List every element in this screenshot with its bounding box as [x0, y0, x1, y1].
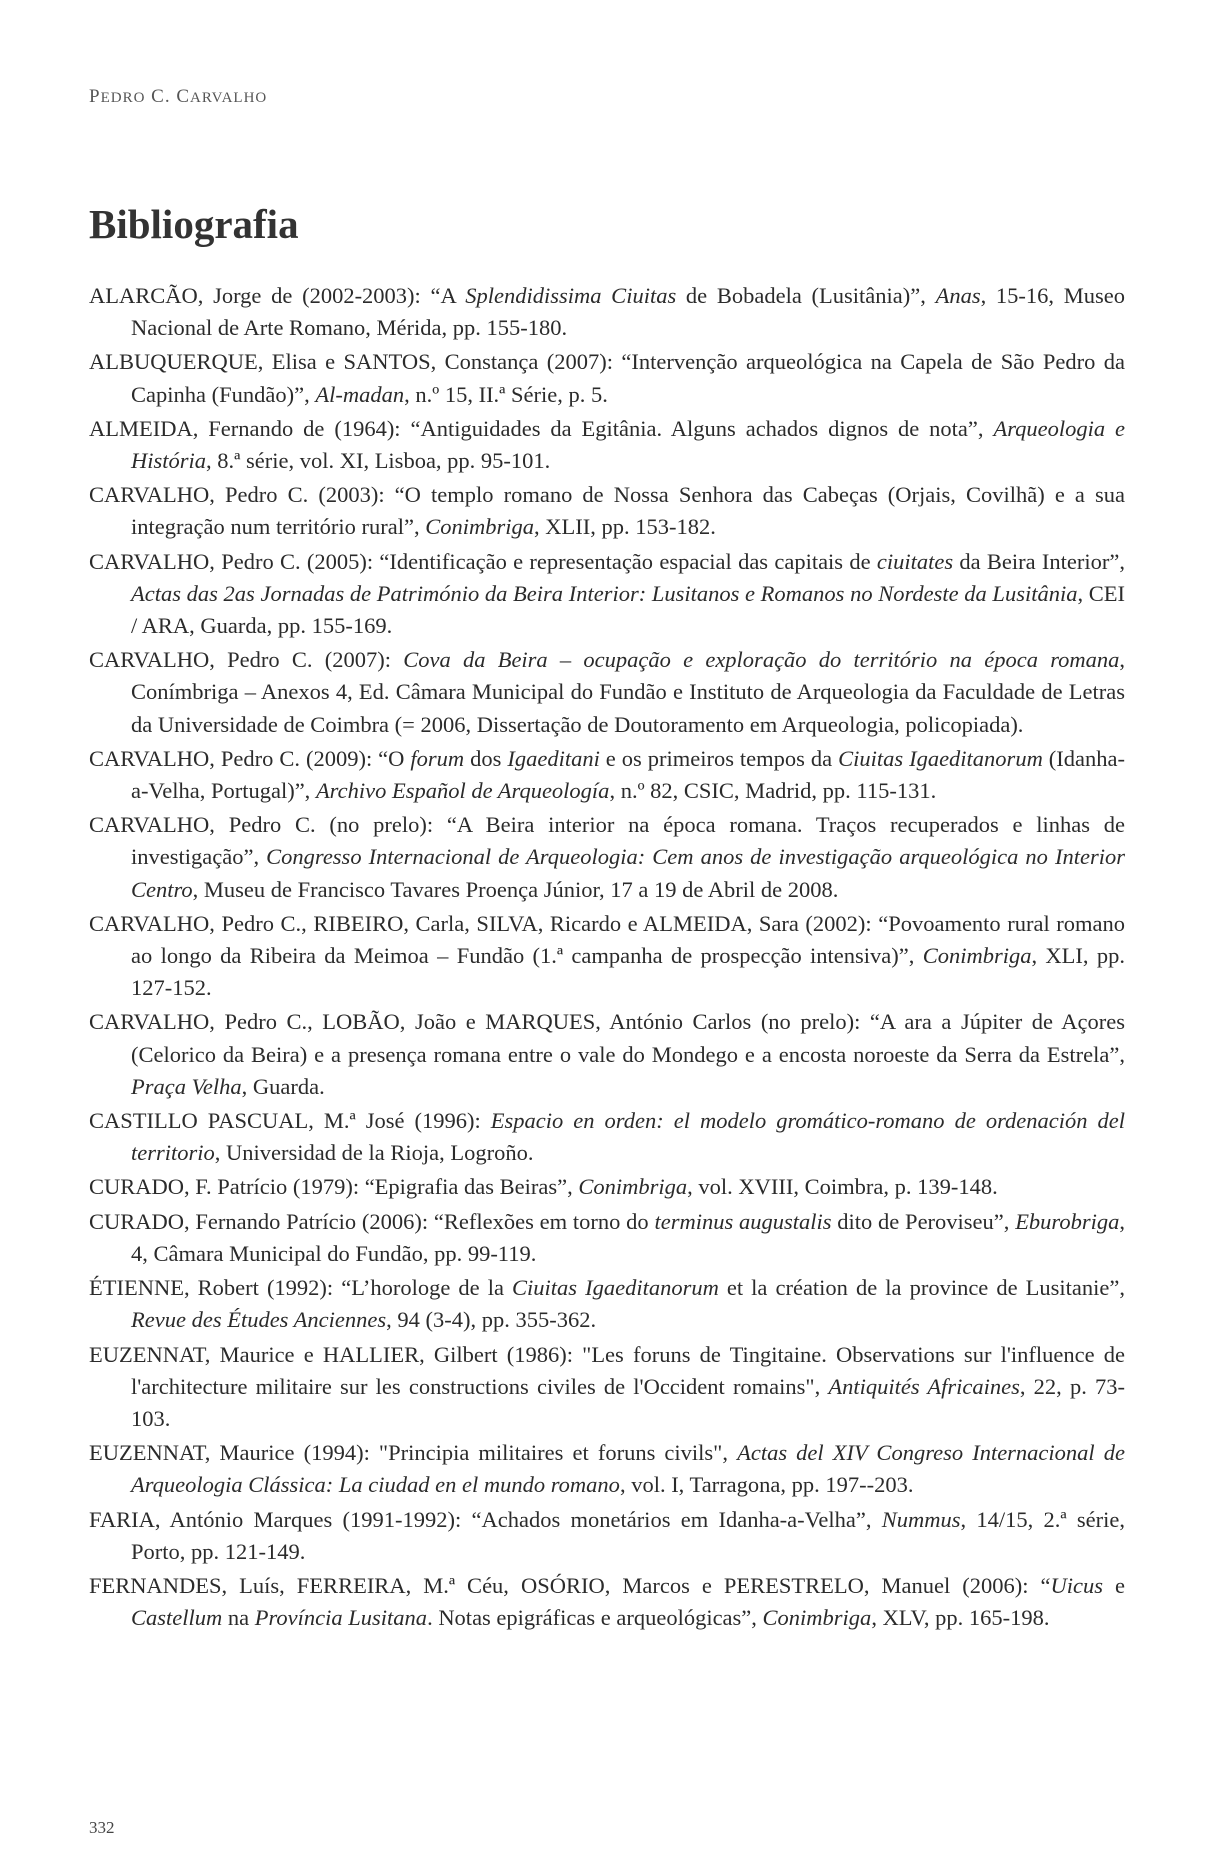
running-header: PEDRO C. CARVALHO [89, 86, 268, 107]
entry-text: CARVALHO, Pedro C., LOBÃO, João e MARQUES, António Carlos (no prelo): “A ara a Júpiter de Açores (Celorico da Beira) e a presença romana entre o vale do Mondego e a encosta noroeste da Serra da Estrela”, [89, 1009, 1125, 1067]
entry-text: , Universidad de la Rioja, Logroño. [214, 1140, 534, 1166]
bibliography-entry [89, 908, 1125, 1005]
bibliography-entry [89, 644, 1125, 741]
entry-text: na [222, 1605, 255, 1631]
entry-italic-text: Uicus [1050, 1572, 1103, 1598]
entry-italic-text: Conimbriga [578, 1174, 688, 1200]
entry-text: da Beira Interior”, [953, 548, 1125, 574]
entry-italic-text: Splendidissima Ciuitas [465, 283, 677, 308]
entry-italic-text: Província Lusitana [254, 1605, 428, 1631]
entry-text: et la création de la province de Lusitanie”, [718, 1275, 1125, 1301]
entry-text: , 14/15, 2.ª série, Porto, pp. 121-149. [131, 1506, 1126, 1564]
entry-text: CARVALHO, Pedro C. (2005): “Identificação e representação espacial das capitais de [89, 548, 877, 574]
entry-text: , 8.ª série, vol. XI, Lisboa, pp. 95-101. [206, 448, 551, 474]
entry-italic-text: Actas das 2as Jornadas de Património da Beira Interior: Lusitanos e Romanos no Nordeste da Lusitânia [131, 580, 1078, 606]
entry-italic-text: Anas [935, 283, 981, 308]
entry-text: , 94 (3-4), pp. 355-362. [386, 1307, 597, 1333]
entry-text: CARVALHO, Pedro C. (no prelo): “A Beira interior na época romana. Traços recuperados e linhas de investigação”, [89, 812, 1125, 870]
bibliography-entry [89, 1105, 1125, 1169]
bibliography-entry [89, 346, 1125, 410]
entry-text: , 4, Câmara Municipal do Fundão, pp. 99-119. [131, 1208, 1125, 1266]
entry-text: CASTILLO PASCUAL, M.ª José (1996): [89, 1108, 491, 1134]
bibliography-entry [89, 1272, 1125, 1336]
entry-text: , XLI, pp. 127-152. [131, 943, 1125, 1001]
entry-italic-text: Ciuitas Igaeditanorum [512, 1275, 719, 1301]
entry-italic-text: Al-madan [315, 381, 405, 407]
entry-italic-text: Cova da Beira – ocupação e exploração do território na época romana [403, 647, 1120, 673]
bibliography-entry [89, 1570, 1125, 1634]
bibliography-entry [89, 1171, 1125, 1203]
entry-text: , 15-16, Museo Nacional de Arte Romano, Mérida, pp. 155-180. [131, 283, 1125, 341]
entry-text: FARIA, António Marques (1991-1992): “Achados monetários em Idanha-a-Velha”, [89, 1506, 882, 1532]
entry-italic-text: terminus augustalis [654, 1208, 832, 1234]
entry-text: , CEI / ARA, Guarda, pp. 155-169. [131, 580, 1125, 639]
entry-italic-text: Conimbriga [762, 1605, 872, 1631]
entry-italic-text: ciuitates [876, 548, 954, 574]
entry-text: ALMEIDA, Fernando de (1964): “Antiguidades da Egitânia. Alguns achados dignos de nota”, [89, 415, 994, 441]
entry-text: . Notas epigráficas e arqueológicas”, [427, 1605, 763, 1631]
page-number: 332 [89, 1818, 115, 1837]
entry-text: dito de Peroviseu”, [831, 1208, 1016, 1234]
bibliography-entry [89, 413, 1125, 477]
entry-text: CARVALHO, Pedro C., RIBEIRO, Carla, SILVA, Ricardo e ALMEIDA, Sara (2002): “Povoamento rural romano ao longo da Ribeira da Meimoa – Fundão (1.ª campanha de prospecção intensiva)”, [89, 910, 1125, 969]
entry-text: (Idanha-a-Velha, Portugal)”, [131, 745, 1125, 804]
entry-italic-text: Conimbriga [922, 943, 1032, 969]
bibliography-entry [89, 546, 1125, 643]
entry-text: , Guarda. [241, 1073, 325, 1099]
entry-italic-text: Praça Velha [131, 1073, 242, 1099]
entry-text: CARVALHO, Pedro C. (2009): “O [89, 745, 411, 771]
entry-text: EUZENNAT, Maurice (1994): "Principia militaires et foruns civils", [89, 1440, 738, 1466]
entry-text: e os primeiros tempos da [599, 745, 839, 771]
bibliography-entry [89, 1206, 1125, 1270]
bibliography-entry [89, 1006, 1125, 1103]
entry-text: , n.º 82, CSIC, Madrid, pp. 115-131. [609, 778, 937, 804]
bibliography-entry [89, 280, 1125, 344]
entry-italic-text: Archivo Español de Arqueología [315, 778, 610, 804]
entry-italic-text: Nummus [881, 1506, 961, 1532]
entry-text: , Conímbriga – Anexos 4, Ed. Câmara Municipal do Fundão e Instituto de Arqueologia da Faculdade de Letras da Universidade de Coimbra (= 2006, Dissertação de Doutoramento em Arqueologia, policopiada). [131, 647, 1125, 737]
bibliography-entry [89, 1504, 1125, 1568]
entry-italic-text: Igaeditani [507, 745, 600, 771]
entry-text: , vol. I, Tarragona, pp. 197--203. [619, 1472, 914, 1498]
entry-italic-text: Congresso Internacional de Arqueologia: Cem anos de investigação arqueológica no Interior Centro [131, 844, 1125, 902]
bibliography-entry [89, 743, 1125, 807]
entry-text: CURADO, F. Patrício (1979): “Epigrafia das Beiras”, [89, 1174, 579, 1200]
section-title: Bibliografia [89, 201, 299, 247]
entry-text: de Bobadela (Lusitânia)”, [676, 283, 936, 308]
entry-text: , vol. XVIII, Coimbra, p. 139-148. [687, 1174, 998, 1200]
bibliography-entry [89, 1339, 1125, 1436]
entry-text: e [1102, 1572, 1125, 1598]
bibliography-list [89, 280, 1125, 1636]
entry-italic-text: forum [410, 745, 465, 771]
entry-text: ÉTIENNE, Robert (1992): “L’horologe de la [89, 1275, 513, 1301]
entry-text: EUZENNAT, Maurice e HALLIER, Gilbert (1986): "Les foruns de Tingitaine. Observations sur l'influence de l'architecture militaire sur les constructions civiles de l'Occident romains", [89, 1341, 1125, 1399]
entry-italic-text: Castellum [131, 1605, 223, 1631]
entry-italic-text: Ciuitas Igaeditanorum [838, 745, 1043, 771]
entry-text: , 22, p. 73-103. [131, 1373, 1125, 1431]
entry-italic-text: Actas del XIV Congreso Internacional de Arqueologia Clássica: La ciudad en el mundo romano [131, 1440, 1126, 1498]
entry-italic-text: Antiquités Africaines [828, 1373, 1020, 1399]
bibliography-entry [89, 809, 1125, 906]
entry-text: , XLII, pp. 153-182. [534, 514, 716, 540]
entry-text: FERNANDES, Luís, FERREIRA, M.ª Céu, OSÓRIO, Marcos e PERESTRELO, Manuel (2006): “ [89, 1572, 1051, 1598]
bibliography-entry [89, 479, 1125, 543]
entry-text: , Museu de Francisco Tavares Proença Júnior, 17 a 19 de Abril de 2008. [192, 876, 839, 902]
entry-text: ALARCÃO, Jorge de (2002-2003): “A [89, 283, 466, 308]
entry-text: CURADO, Fernando Patrício (2006): “Reflexões em torno do [89, 1208, 655, 1234]
entry-italic-text: Arqueologia e História [131, 415, 1126, 474]
entry-text: dos [464, 745, 508, 771]
bibliography-entry [89, 1437, 1125, 1501]
entry-text: ALBUQUERQUE, Elisa e SANTOS, Constança (2007): “Intervenção arqueológica na Capela de São Pedro da Capinha (Fundão)”, [89, 349, 1125, 407]
entry-text: , n.º 15, II.ª Série, p. 5. [404, 381, 608, 407]
entry-text: CARVALHO, Pedro C. (2003): “O templo romano de Nossa Senhora das Cabeças (Orjais, Covilhã) e a sua integração num território rural”, [89, 482, 1125, 540]
entry-text: , XLV, pp. 165-198. [871, 1605, 1050, 1631]
entry-italic-text: Eburobriga [1015, 1208, 1120, 1234]
entry-text: CARVALHO, Pedro C. (2007): [89, 647, 404, 673]
entry-italic-text: Espacio en orden: el modelo gromático-romano de ordenación del territorio [131, 1108, 1125, 1166]
entry-italic-text: Conimbriga [425, 514, 535, 540]
entry-italic-text: Revue des Études Anciennes [131, 1307, 387, 1333]
